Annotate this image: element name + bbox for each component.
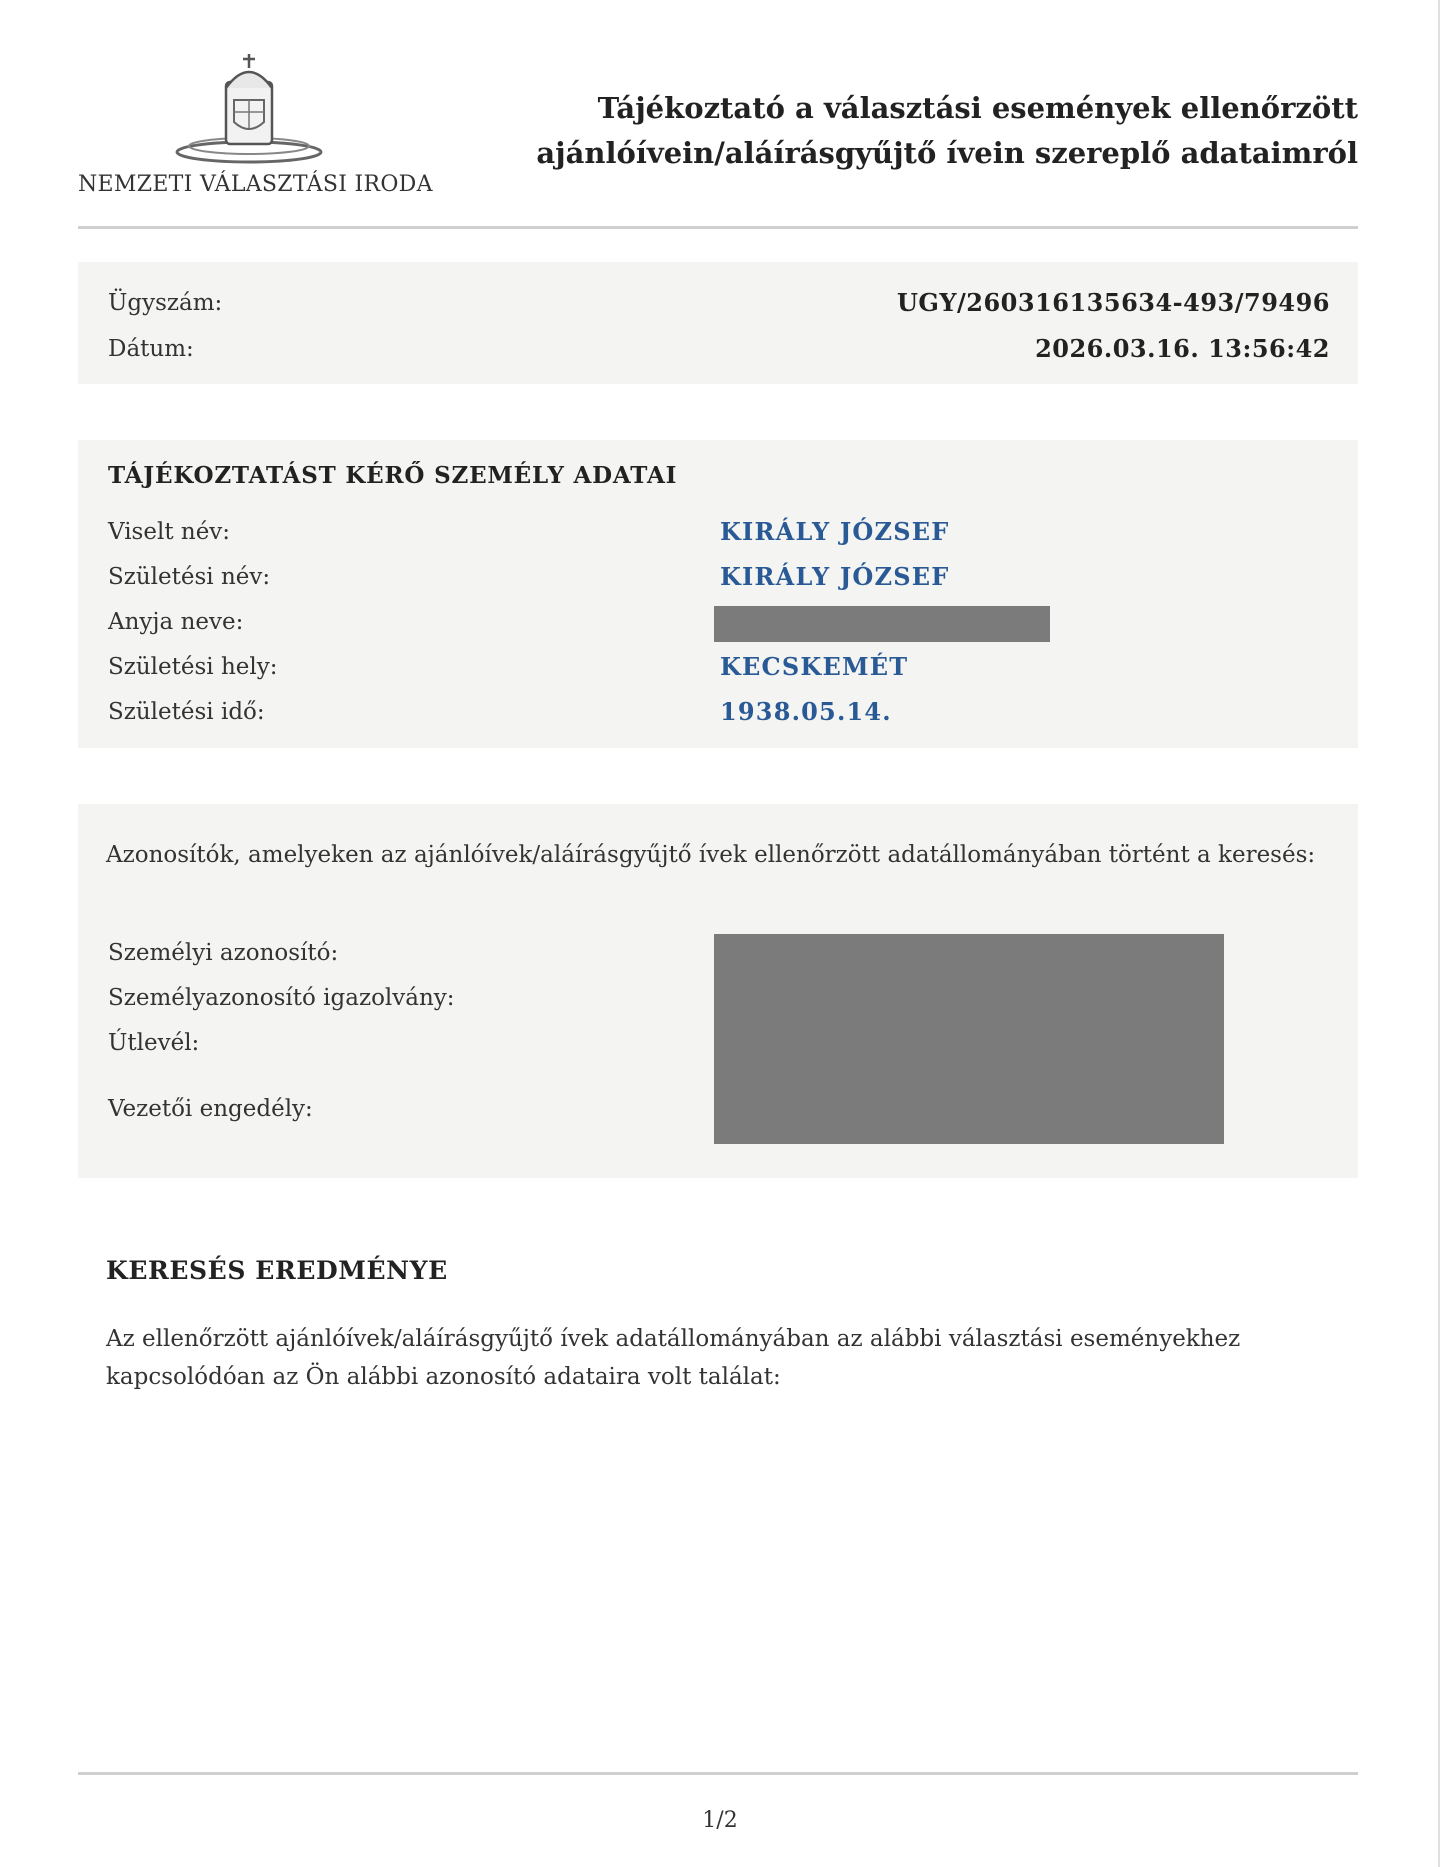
nvi-logo — [78, 48, 438, 198]
date-label: Dátum: — [108, 336, 194, 362]
identifiers-box — [78, 804, 1358, 1178]
identifiers-intro: Azonosítók, amelyeken az ajánlóívek/aláírásgyűjtő ívek ellenőrzött adatállományában történt a keresés: — [106, 842, 1316, 868]
footer-divider — [78, 1772, 1358, 1775]
field-label-birth-place: Születési hely: — [108, 654, 278, 680]
identifier-label-id-card: Személyazonosító igazolvány: — [108, 985, 455, 1011]
mother-name-redaction — [714, 606, 1050, 642]
document-title — [498, 86, 1358, 176]
identifier-label-passport: Útlevél: — [108, 1030, 200, 1056]
field-label-mother-name: Anyja neve: — [108, 609, 244, 635]
page-number: 1/2 — [702, 1808, 738, 1833]
case-info-box — [78, 262, 1358, 384]
logo-wordmark: NEMZETI VÁLASZTÁSI IRODA — [78, 172, 433, 197]
identifier-label-driving-licence: Vezetői engedély: — [108, 1096, 313, 1122]
field-value-birth-date: 1938.05.14. — [720, 697, 892, 726]
field-label-birth-date: Születési idő: — [108, 699, 265, 725]
case-number-label: Ügyszám: — [108, 290, 223, 316]
title-line-1: Tájékoztató a választási események ellenőrzött — [597, 91, 1358, 125]
identifier-label-personal-id: Személyi azonosító: — [108, 940, 339, 966]
search-result-heading: KERESÉS EREDMÉNYE — [106, 1256, 448, 1285]
field-value-current-name: KIRÁLY JÓZSEF — [720, 517, 950, 546]
field-value-birth-place: KECSKEMÉT — [720, 652, 909, 681]
title-line-2: ajánlóívein/aláírásgyűjtő ívein szereplő adataimról — [536, 136, 1358, 170]
requester-section-heading: TÁJÉKOZTATÁST KÉRŐ SZEMÉLY ADATAI — [108, 462, 678, 489]
requester-data-box — [78, 440, 1358, 748]
identifiers-redaction — [714, 934, 1224, 1144]
field-label-birth-name: Születési név: — [108, 564, 271, 590]
field-label-current-name: Viselt név: — [108, 519, 231, 545]
document-header — [78, 48, 1358, 198]
date-value: 2026.03.16. 13:56:42 — [1035, 334, 1330, 363]
crown-emblem-icon — [174, 48, 324, 166]
search-result-text: Az ellenőrzött ajánlóívek/aláírásgyűjtő ívek adatállományában az alábbi választási eseményekhez kapcsolódóan az Ön alábbi azonosító adataira volt találat: — [106, 1326, 1241, 1390]
header-divider — [78, 226, 1358, 229]
case-number-value: UGY/260316135634-493/79496 — [896, 288, 1330, 317]
field-value-birth-name: KIRÁLY JÓZSEF — [720, 562, 950, 591]
